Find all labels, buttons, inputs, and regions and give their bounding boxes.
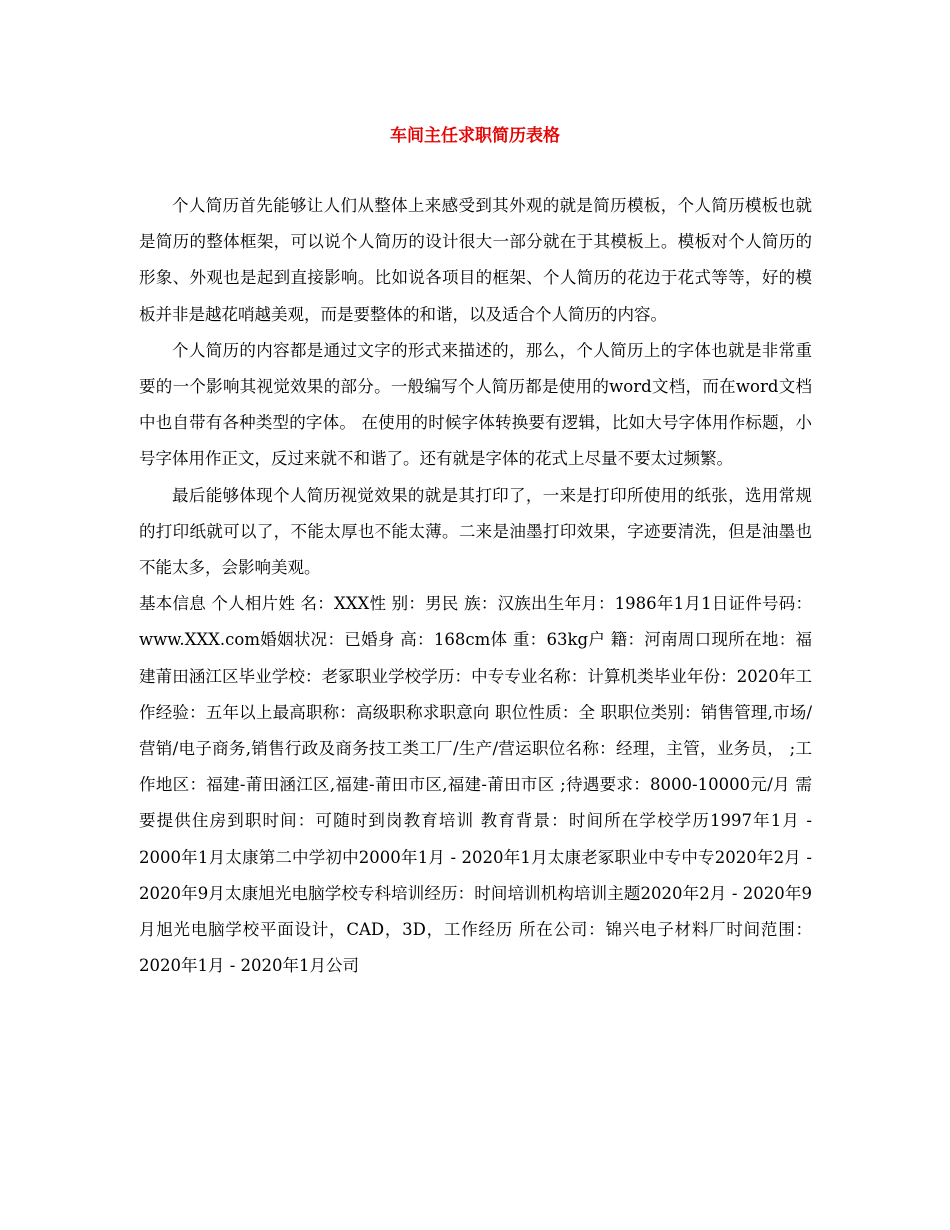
document-body bbox=[139, 188, 812, 984]
paragraph-resume-template: 个人简历首先能够让人们从整体上来感受到其外观的就是简历模板，个人简历模板也就是简历的整体框架，可以说个人简历的设计很大一部分就在于其模板上。模板对个人简历的形象、外观也是起到直接影响。比如说各项目的框架、个人简历的花边于花式等等，好的模板并非是越花哨越美观，而是要整体的和谐，以及适合个人简历的内容。 bbox=[139, 196, 812, 324]
document-title: 车间主任求职简历表格 bbox=[390, 126, 560, 146]
paragraph-resume-printing: 最后能够体现个人简历视觉效果的就是其打印了，一来是打印所使用的纸张，选用常规的打印纸就可以了，不能太厚也不能太薄。二来是油墨打印效果，字迹要清洗，但是油墨也不能太多，会影响美观。 bbox=[139, 485, 812, 578]
paragraph-resume-font: 个人简历的内容都是通过文字的形式来描述的，那么，个人简历上的字体也就是非常重要的一个影响其视觉效果的部分。一般编写个人简历都是使用的word文档，而在word文档中也自带有各种类型的字体。 在使用的时候字体转换要有逻辑，比如大号字体用作标题，小号字体用作正文，反过来就不和谐了。还有就是字体的花式上尽量不要太过频繁。 bbox=[139, 340, 812, 469]
resume-info-block: 基本信息 个人相片姓 名：XXX性 别：男民 族：汉族出生年月：1986年1月1日证件号码：www.XXX.com婚姻状况：已婚身 高：168cm体 重：63kg户 籍：河南周口现所在地：福建莆田涵江区毕业学校：老冢职业学校学历：中专专业名称：计算机类毕业年份：2020年工作经验：五年以上最高职称：高级职称求职意向 职位性质：全 职职位类别：销售管理,市场/营销/电子商务,销售行政及商务技工类工厂/生产/营运职位名称：经理，主管，业务员， ;工作地区：福建-莆田涵江区,福建-莆田市区,福建-莆田市区 ;待遇要求：8000-10000元/月 需要提供住房到职时间：可随时到岗教育培训 教育背景：时间所在学校学历1997年1月 - 2000年1月太康第二中学初中2000年1月 - 2020年1月太康老冢职业中专中专2020年2月 - 2020年9月太康旭光电脑学校专科培训经历：时间培训机构培训主题2020年2月 - 2020年9月旭光电脑学校平面设计，CAD，3D，工作经历 所在公司：锦兴电子材料厂时间范围：2020年1月 - 2020年1月公司 bbox=[139, 594, 812, 976]
